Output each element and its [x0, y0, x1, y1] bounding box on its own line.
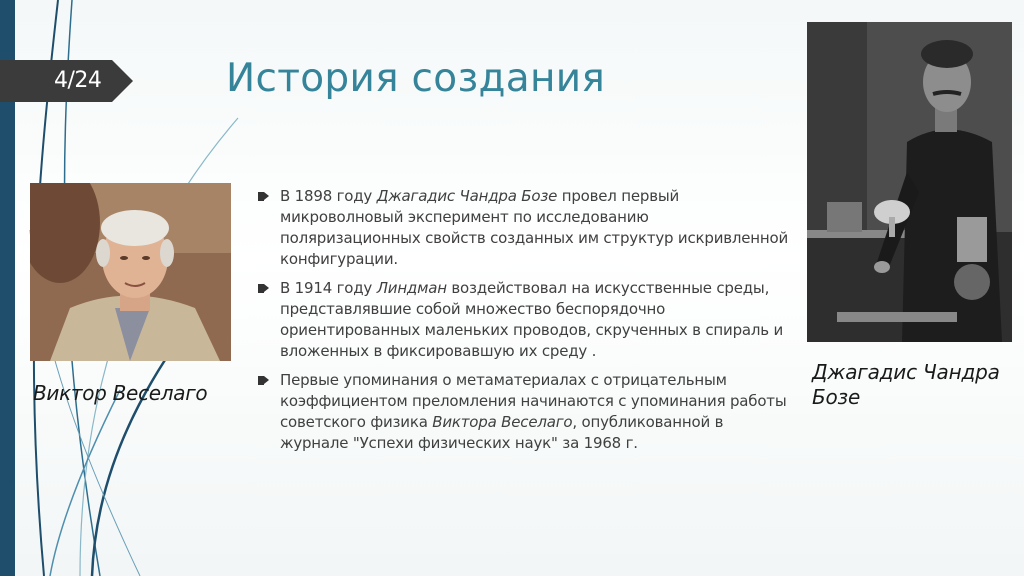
bullet-arrow-icon — [258, 284, 269, 293]
bullet-list — [258, 186, 793, 462]
bullet-text: , опубликованной в журнале "Успехи физических наук" за 1968 г. — [280, 413, 724, 452]
bullet-text: В 1914 году — [280, 279, 377, 297]
bullet-arrow-icon — [258, 376, 269, 385]
portrait-illustration — [807, 22, 1012, 342]
veselago-photo — [30, 183, 231, 361]
slide-number: 4/24 — [54, 68, 102, 93]
bullet-text: Первые упоминания о метаматериалах с отрицательным коэффициентом преломления начинаются с упоминания работы советского физика — [280, 371, 787, 431]
bullet-text-italic: Виктора Веселаго — [432, 413, 573, 431]
bullet-text: провел первый микроволновый эксперимент по исследованию поляризационных свойств созданных им структур искривленной конфигурации. — [280, 187, 789, 268]
slide-title: История создания — [226, 56, 606, 101]
bullet-text: В 1898 году — [280, 187, 377, 205]
bullet-item — [258, 278, 793, 362]
bose-photo — [807, 22, 1012, 342]
veselago-caption: Виктор Веселаго — [33, 381, 208, 405]
bullet-text: воздействовал на искусственные среды, представлявшие собой множество беспорядочно ориентированных маленьких проводов, скрученных в спираль и вложенных в фиксировавшую их среду . — [280, 279, 784, 360]
portrait-illustration — [30, 183, 231, 361]
bullet-text-italic: Линдман — [376, 279, 447, 297]
bullet-text-italic: Джагадис Чандра Бозе — [376, 187, 558, 205]
bullet-item — [258, 370, 793, 454]
bullet-item — [258, 186, 793, 270]
bullet-arrow-icon — [258, 192, 269, 201]
bose-caption: Джагадис Чандра Бозе — [812, 360, 1000, 409]
